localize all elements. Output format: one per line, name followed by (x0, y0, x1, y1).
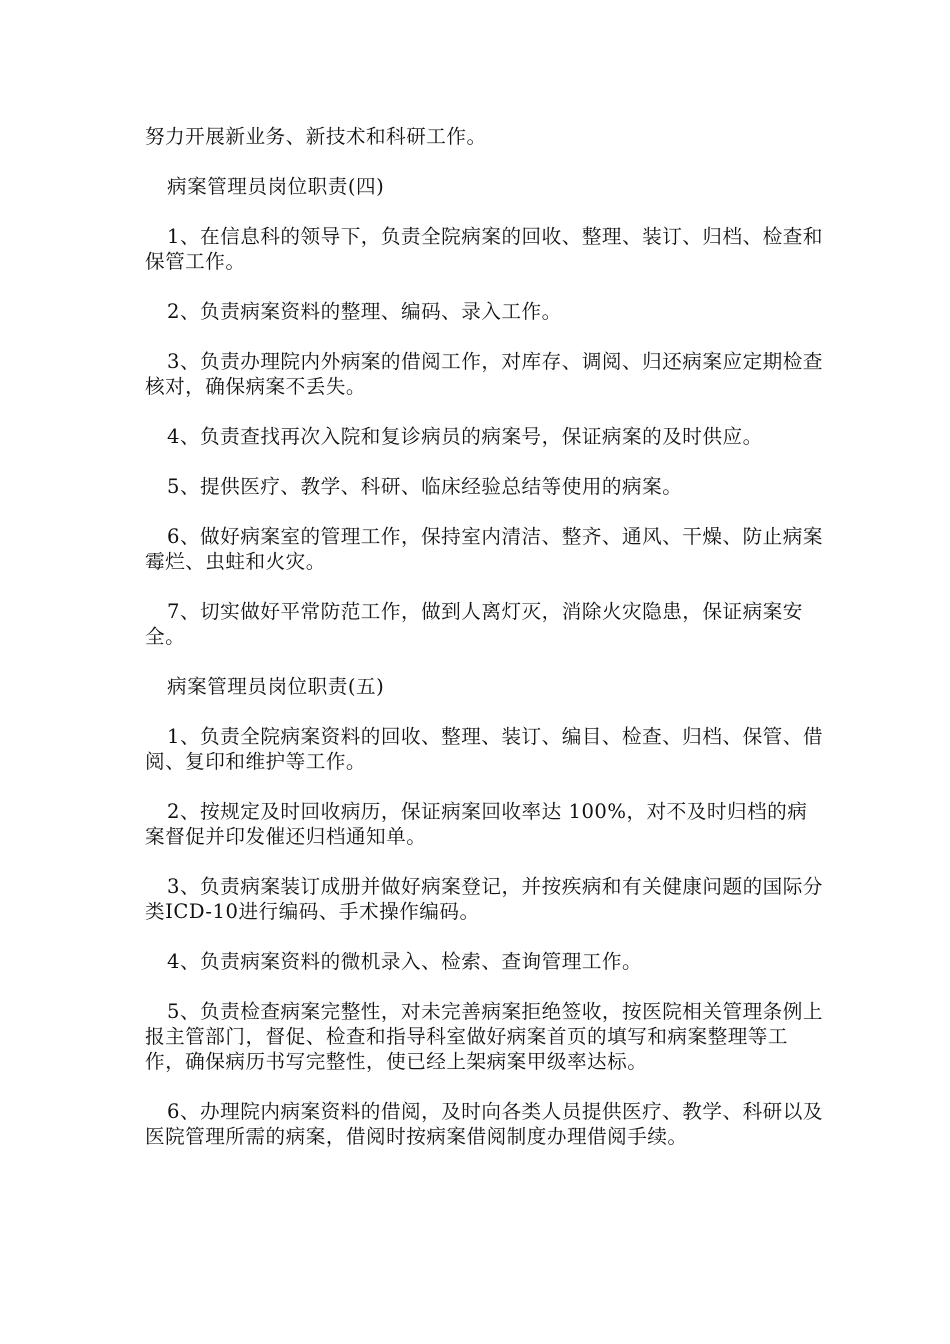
duty-item-5-2: 2、按规定及时回收病历，保证病案回收率达 100%，对不及时归档的病案督促并印发催还归档通知单。 (145, 800, 808, 848)
duty-item-4-3: 3、负责办理院内外病案的借阅工作，对库存、调阅、归还病案应定期检查核对，确保病案不丢失。 (145, 350, 823, 398)
duty-item-5-5: 5、负责检查病案完整性，对未完善病案拒绝签收，按医院相关管理条例上报主管部门，督促、检查和指导科室做好病案首页的填写和病案整理等工作，确保病历书写完整性，使已经上架病案甲级率达标。 (145, 1000, 823, 1073)
duty-item-4-1: 1、在信息科的领导下，负责全院病案的回收、整理、装订、归档、检查和保管工作。 (145, 225, 823, 273)
duty-item-5-3: 3、负责病案装订成册并做好病案登记，并按疾病和有关健康问题的国际分类ICD-10进行编码、手术操作编码。 (145, 875, 823, 923)
section-heading-5: 病案管理员岗位职责(五) (167, 675, 385, 698)
duty-item-4-2: 2、负责病案资料的整理、编码、录入工作。 (167, 300, 562, 323)
duty-item-5-1: 1、负责全院病案资料的回收、整理、装订、编目、检查、归档、保管、借阅、复印和维护等工作。 (145, 725, 823, 773)
duty-item-4-6: 6、做好病案室的管理工作，保持室内清洁、整齐、通风、干燥、防止病案霉烂、虫蛀和火灾。 (145, 525, 823, 573)
duty-item-4-7: 7、切实做好平常防范工作，做到人离灯灭，消除火灾隐患，保证病案安全。 (145, 600, 803, 648)
duty-item-5-6: 6、办理院内病案资料的借阅，及时向各类人员提供医疗、教学、科研以及医院管理所需的病案，借阅时按病案借阅制度办理借阅手续。 (145, 1100, 823, 1148)
document-body (145, 124, 825, 1174)
section-heading-4: 病案管理员岗位职责(四) (167, 175, 385, 198)
paragraph-continuation: 努力开展新业务、新技术和科研工作。 (145, 125, 487, 148)
duty-item-5-4: 4、负责病案资料的微机录入、检索、查询管理工作。 (167, 950, 643, 973)
duty-item-4-4: 4、负责查找再次入院和复诊病员的病案号，保证病案的及时供应。 (167, 425, 763, 448)
duty-item-4-5: 5、提供医疗、教学、科研、临床经验总结等使用的病案。 (167, 475, 683, 498)
